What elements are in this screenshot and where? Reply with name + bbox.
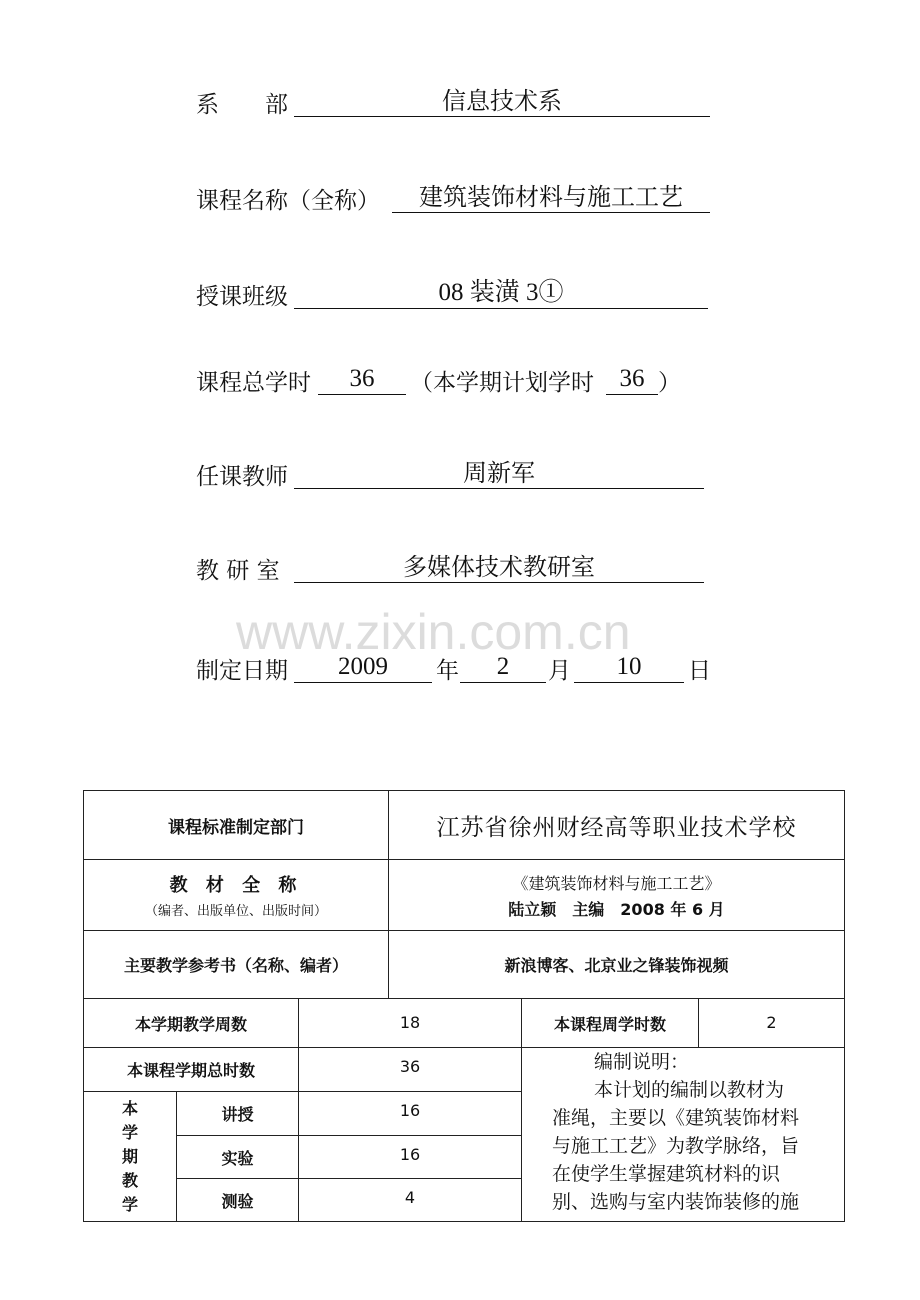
date-label: 制定日期 xyxy=(196,658,288,684)
course-info-table xyxy=(83,790,845,1222)
hours-label: 课程总学时 xyxy=(196,370,311,396)
textbook-detail: 陆立颖 主编 2008 年 6 月 xyxy=(508,899,725,919)
teacher-field xyxy=(196,458,716,498)
course-label: 课程名称（全称） xyxy=(196,188,380,214)
textbook-cell-value xyxy=(388,859,845,931)
lab-cell-value: 16 xyxy=(298,1135,522,1179)
date-day: 10 xyxy=(574,652,684,683)
lecture-cell-value: 16 xyxy=(298,1091,522,1136)
test-cell-value: 4 xyxy=(298,1178,522,1222)
watermark: www.zixin.com.cn xyxy=(236,604,631,660)
dept-value: 信息技术系 xyxy=(294,86,710,117)
course-field xyxy=(196,182,716,222)
refs-cell-label: 主要教学参考书（名称、编者） xyxy=(83,930,389,999)
hours-value: 36 xyxy=(318,364,406,395)
textbook-sublabel: （编者、出版单位、出版时间） xyxy=(144,904,327,919)
textbook-label: 教 材 全 称 xyxy=(169,875,303,896)
plan-hours-value: 36 xyxy=(606,364,658,395)
plan-hours-label: （本学期计划学时 xyxy=(410,370,594,396)
date-day-unit: 日 xyxy=(688,658,711,684)
total-hours-cell-label: 本课程学期总时数 xyxy=(83,1047,299,1092)
dept-cell-value: 江苏省徐州财经高等职业技术学校 xyxy=(388,790,845,860)
class-label: 授课班级 xyxy=(196,284,288,310)
date-year-unit: 年 xyxy=(436,658,459,684)
date-month-unit: 月 xyxy=(548,658,571,684)
plan-hours-close: ） xyxy=(658,370,681,396)
total-hours-cell-value: 36 xyxy=(298,1047,522,1092)
weekly-hours-cell-value: 2 xyxy=(698,998,845,1048)
semester-teaching-cell: 本 学 期 教 学 xyxy=(83,1091,177,1222)
notes-line-1: 本计划的编制以教材为 xyxy=(594,1079,785,1101)
dept-field xyxy=(196,86,716,126)
teacher-value: 周新军 xyxy=(294,458,704,489)
hours-field xyxy=(196,364,716,404)
weekly-hours-cell-label: 本课程周学时数 xyxy=(521,998,699,1048)
notes-line-2: 准绳，主要以《建筑装饰材料 xyxy=(552,1107,800,1129)
dept-cell-label: 课程标准制定部门 xyxy=(83,790,389,860)
notes-line-4: 在使学生掌握建筑材料的识 xyxy=(552,1163,781,1185)
teacher-label: 任课教师 xyxy=(196,464,288,490)
office-value: 多媒体技术教研室 xyxy=(294,552,704,583)
office-label: 教 研 室 xyxy=(196,558,280,584)
notes-line-3: 与施工工艺》为教学脉络，旨 xyxy=(552,1135,800,1157)
refs-cell-value: 新浪博客、北京业之锋装饰视频 xyxy=(388,930,845,999)
textbook-cell-label xyxy=(83,859,389,931)
class-field xyxy=(196,278,716,318)
textbook-title: 《建筑装饰材料与施工工艺》 xyxy=(512,873,721,893)
date-month: 2 xyxy=(460,652,546,683)
course-value: 建筑装饰材料与施工工艺 xyxy=(392,182,710,213)
weeks-cell-label: 本学期教学周数 xyxy=(83,998,299,1048)
notes-title: 编制说明： xyxy=(594,1051,690,1073)
office-field xyxy=(196,552,716,592)
class-value: 08 装潢 3① xyxy=(294,278,708,309)
notes-cell xyxy=(521,1047,845,1222)
notes-line-5: 别、选购与室内装饰装修的施 xyxy=(552,1191,800,1213)
lab-cell-label: 实验 xyxy=(176,1135,299,1179)
date-year: 2009 xyxy=(294,652,432,683)
weeks-cell-value: 18 xyxy=(298,998,522,1048)
test-cell-label: 测验 xyxy=(176,1178,299,1222)
lecture-cell-label: 讲授 xyxy=(176,1091,299,1136)
dept-label: 系 部 xyxy=(196,92,288,118)
